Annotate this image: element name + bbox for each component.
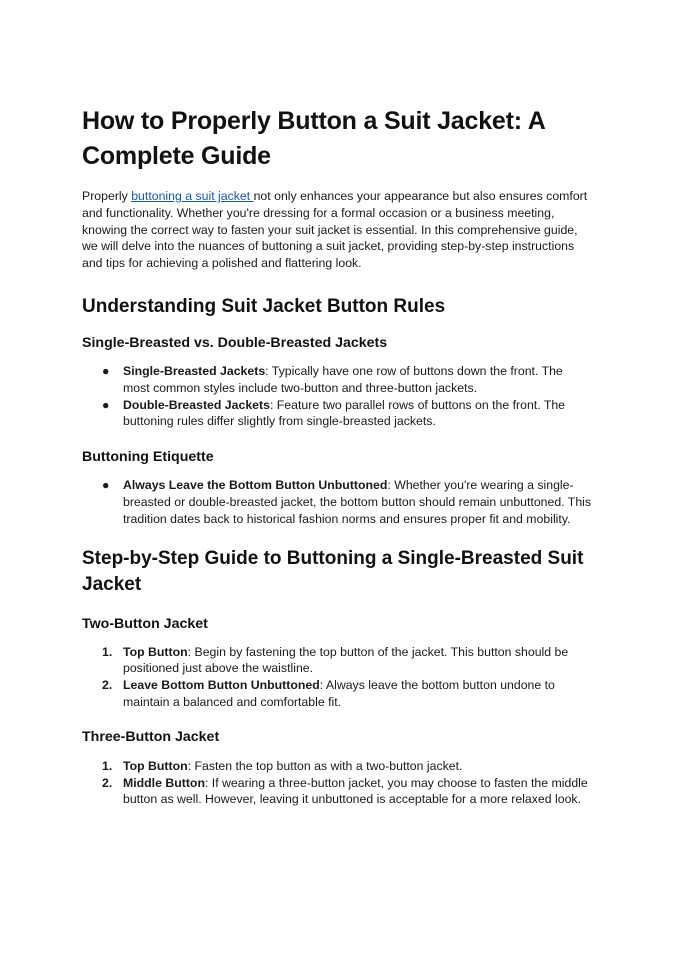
subheading-three-button: Three-Button Jacket (82, 728, 220, 745)
list-item-term: Top Button (123, 644, 188, 659)
subheading-two-button: Two-Button Jacket (82, 615, 208, 632)
two-button-steps-list (82, 644, 592, 711)
bullet-icon: ● (102, 478, 110, 493)
list-item-term: Middle Button (123, 775, 205, 790)
list-item-text: : If wearing a three-button jacket, you may choose to fasten the middle button as well. However, leaving it unbuttoned is acceptable for a more relaxed look. (123, 775, 588, 807)
list-item (82, 477, 592, 527)
list-item-text: : Typically have one row of buttons down the front. The most common styles include two-button and three-button jackets. (123, 363, 563, 395)
list-item-text: : Begin by fastening the top button of the jacket. This button should be positioned just above the waistline. (123, 644, 569, 676)
intro-text-rest: not only enhances your appearance but also ensures comfort and functionality. Whether you're dressing for a formal occasion or a business meeting, knowing the correct way to fasten your suit jacket is essential. In this comprehensive guide, we will delve into the nuances of buttoning a suit jacket, providing step-by-step instructions and tips for achieving a polished and flattering look. (82, 189, 588, 271)
list-item-text: : Feature two parallel rows of buttons on the front. The buttoning rules differ slightly from single-breasted jackets. (123, 397, 566, 429)
buttoning-suit-jacket-link[interactable]: buttoning a suit jacket (131, 189, 254, 203)
section-heading-button-rules: Understanding Suit Jacket Button Rules (82, 295, 446, 317)
list-item (82, 363, 592, 397)
section-heading-step-by-step: Step-by-Step Guide to Buttoning a Single-Breasted Suit Jacket (82, 547, 584, 595)
list-item-term: Single-Breasted Jackets (123, 363, 266, 378)
list-number: 2. (102, 775, 113, 790)
list-item (82, 758, 592, 775)
list-item-term: Leave Bottom Button Unbuttoned (123, 678, 320, 693)
three-button-steps-list (82, 758, 592, 808)
list-item-term: Always Leave the Bottom Button Unbuttoned (123, 478, 388, 493)
intro-paragraph (82, 188, 592, 272)
intro-text-start: Properly (82, 189, 132, 203)
list-item (82, 677, 592, 711)
list-number: 1. (102, 758, 113, 773)
list-item-text: : Whether you're wearing a single-breasted or double-breasted jacket, the bottom button should remain unbuttoned. This tradition dates back to historical fashion norms and ensures proper fit and mobility. (123, 478, 592, 526)
list-item-term: Top Button (123, 758, 188, 773)
list-number: 1. (102, 644, 113, 659)
subheading-single-vs-double: Single-Breasted vs. Double-Breasted Jackets (82, 334, 388, 351)
document-page (82, 104, 592, 808)
bullet-icon: ● (102, 397, 110, 412)
page-title: How to Properly Button a Suit Jacket: A Complete Guide (82, 107, 545, 170)
subheading-buttoning-etiquette: Buttoning Etiquette (82, 449, 214, 466)
list-item (82, 644, 592, 678)
jacket-types-list (82, 363, 592, 430)
list-item-text: : Fasten the top button as with a two-button jacket. (187, 758, 463, 773)
list-number: 2. (102, 678, 113, 693)
list-item-text: : Always leave the bottom button undone to maintain a balanced and comfortable fit. (123, 678, 555, 709)
etiquette-list (82, 477, 592, 527)
list-item (82, 397, 592, 431)
list-item (82, 775, 592, 809)
list-item-term: Double-Breasted Jackets (123, 397, 270, 412)
bullet-icon: ● (102, 363, 110, 378)
